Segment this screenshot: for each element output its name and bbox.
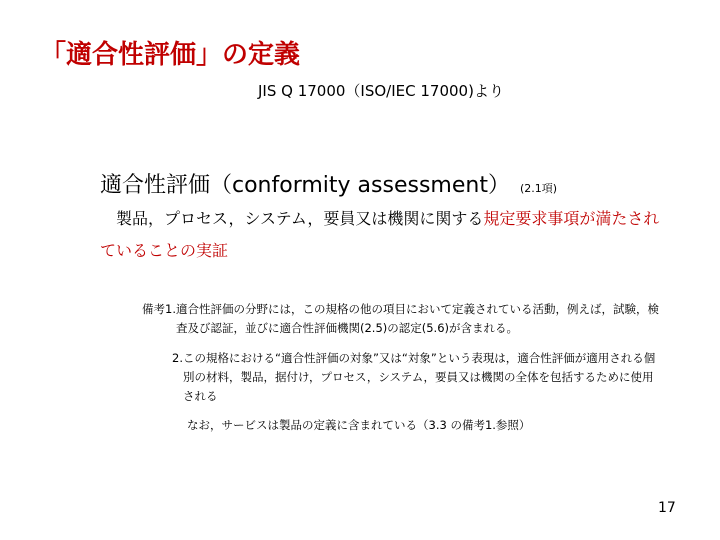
term-clause-ref: (2.1項) (519, 182, 558, 195)
term-text: 適合性評価（conformity assessment） (100, 173, 510, 198)
note-2-text: この規格における“適合性評価の対象”又は“対象”という表現は，適合性評価が適用される個別の材料，製品，据付け，プロセス，システム，要員又は機関の全体を包括するために使用される (182, 351, 656, 403)
note-1-text: 適合性評価の分野には，この規格の他の項目において定義されている活動，例えば，試験，検査及び認証，並びに適合性評価機関(2.5)の認定(5.6)が含まれる。 (175, 302, 659, 335)
slide-title: 「適合性評価」の定義 (40, 40, 301, 70)
source-reference: JIS Q 17000（ISO/IEC 17000)より (258, 82, 504, 100)
note-2 (142, 349, 662, 406)
term-heading (100, 168, 557, 199)
note-2-number: 2. (172, 351, 183, 365)
note-addendum: なお，サービスは製品の定義に含まれている（3.3 の備考1.参照） (187, 418, 531, 432)
note-1 (142, 300, 662, 338)
definition-plain: 製品，プロセス，システム，要員又は機関に関する (100, 209, 484, 228)
page-number: 17 (658, 500, 676, 516)
definition-text (100, 203, 660, 267)
note-label: 備考1. (142, 302, 176, 316)
definition-highlight: 規定要求事項が満たされていることの実証 (100, 209, 660, 260)
notes-block (142, 300, 662, 435)
